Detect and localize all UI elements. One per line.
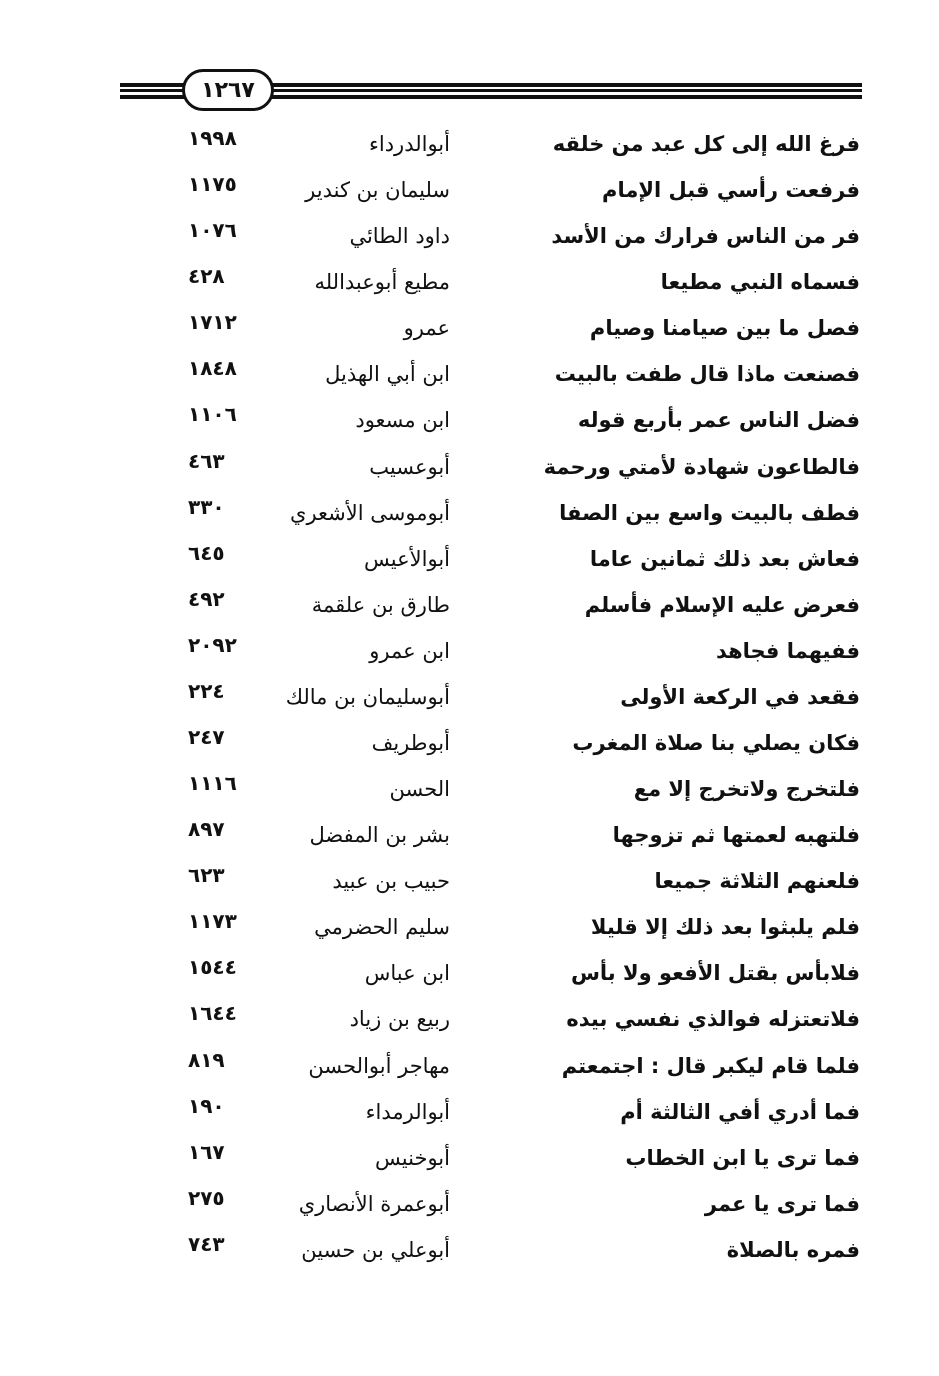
hadith-phrase: فما أدري أفي الثالثة أم bbox=[620, 1099, 860, 1124]
index-list bbox=[150, 122, 862, 1274]
index-row bbox=[150, 537, 862, 583]
index-row bbox=[150, 721, 862, 767]
hadith-number: ١٦٤٤ bbox=[188, 1001, 237, 1026]
hadith-number: ٧٤٣ bbox=[188, 1231, 225, 1256]
narrator-name: ربيع بن زياد bbox=[349, 1007, 450, 1032]
hadith-number: ٢٧٥ bbox=[188, 1185, 225, 1210]
narrator-name: أبوخنيس bbox=[375, 1145, 450, 1170]
hadith-number: ٢٢٤ bbox=[188, 678, 225, 703]
narrator-name: الحسن bbox=[389, 777, 450, 802]
narrator-name: مهاجر أبوالحسن bbox=[308, 1053, 450, 1078]
index-row bbox=[150, 168, 862, 214]
hadith-phrase: فرفعت رأسي قبل الإمام bbox=[602, 178, 860, 203]
hadith-number: ٤٩٢ bbox=[188, 586, 225, 611]
hadith-phrase: فقعد في الركعة الأولى bbox=[620, 684, 860, 709]
hadith-number: ٦٤٥ bbox=[188, 540, 225, 565]
hadith-phrase: فصنعت ماذا قال طفت بالبيت bbox=[554, 362, 860, 387]
hadith-phrase: فلابأس بقتل الأفعو ولا بأس bbox=[570, 961, 860, 986]
hadith-phrase: فرغ الله إلى كل عبد من خلقه bbox=[552, 132, 860, 156]
hadith-phrase: فسماه النبي مطيعا bbox=[660, 270, 860, 295]
hadith-number: ٢٠٩٢ bbox=[188, 632, 237, 657]
hadith-number: ٣٣٠ bbox=[188, 494, 225, 519]
narrator-name: أبوالأعيس bbox=[364, 546, 450, 571]
hadith-number: ٢٤٧ bbox=[188, 725, 225, 750]
narrator-name: ابن مسعود bbox=[355, 408, 450, 433]
index-row bbox=[150, 675, 862, 721]
hadith-number: ٨٩٧ bbox=[188, 817, 225, 842]
index-row bbox=[150, 1136, 862, 1182]
hadith-number: ١١٧٥ bbox=[188, 172, 237, 197]
hadith-phrase: فطف بالبيت واسع بين الصفا bbox=[559, 500, 860, 525]
hadith-phrase: فلم يلبثوا بعد ذلك إلا قليلا bbox=[590, 915, 860, 940]
narrator-name: ابن عباس bbox=[364, 961, 450, 986]
index-row bbox=[150, 1044, 862, 1090]
hadith-number: ٦٢٣ bbox=[188, 863, 225, 888]
index-row bbox=[150, 629, 862, 675]
narrator-name: داود الطائي bbox=[349, 224, 450, 249]
hadith-phrase: فما ترى يا ابن الخطاب bbox=[625, 1145, 860, 1170]
narrator-name: أبوموسى الأشعري bbox=[290, 500, 450, 525]
hadith-number: ١٧١٢ bbox=[188, 310, 237, 335]
narrator-name: سليمان بن كندير bbox=[305, 178, 450, 203]
hadith-phrase: فكان يصلي بنا صلاة المغرب bbox=[572, 731, 860, 756]
hadith-phrase: فلتخرج ولاتخرج إلا مع bbox=[633, 777, 860, 802]
hadith-phrase: فر من الناس فرارك من الأسد bbox=[551, 224, 860, 249]
index-row bbox=[150, 491, 862, 537]
index-row bbox=[150, 1090, 862, 1136]
narrator-name: ابن أبي الهذيل bbox=[325, 362, 450, 387]
narrator-name: أبوعلي بن حسين bbox=[301, 1237, 450, 1262]
page-number: ١٢٦٧ bbox=[182, 69, 274, 111]
hadith-number: ٤٦٣ bbox=[188, 448, 225, 473]
hadith-phrase: فلاتعتزله فوالذي نفسي بيده bbox=[566, 1007, 860, 1032]
narrator-name: سليم الحضرمي bbox=[314, 915, 450, 940]
index-row bbox=[150, 445, 862, 491]
hadith-phrase: فضل الناس عمر بأربع قوله bbox=[577, 408, 860, 433]
hadith-number: ١١١٦ bbox=[188, 771, 237, 796]
hadith-number: ١٥٤٤ bbox=[188, 955, 237, 980]
index-row bbox=[150, 767, 862, 813]
index-row bbox=[150, 398, 862, 444]
narrator-name: أبوالدرداء bbox=[369, 132, 450, 156]
narrator-name: أبوعمرة الأنصاري bbox=[298, 1191, 450, 1216]
index-row bbox=[150, 122, 862, 168]
hadith-phrase: فعرض عليه الإسلام فأسلم bbox=[584, 592, 860, 617]
narrator-name: بشر بن المفضل bbox=[309, 823, 450, 848]
index-row bbox=[150, 951, 862, 997]
hadith-number: ٨١٩ bbox=[188, 1047, 225, 1072]
hadith-phrase: فالطاعون شهادة لأمتي ورحمة bbox=[543, 454, 860, 479]
narrator-name: ابن عمرو bbox=[369, 638, 450, 663]
narrator-name: أبوطريف bbox=[371, 731, 450, 756]
hadith-phrase: ففيهما فجاهد bbox=[715, 638, 860, 663]
hadith-number: ١١٧٣ bbox=[188, 909, 237, 934]
index-row bbox=[150, 1182, 862, 1228]
narrator-name: أبوعسيب bbox=[369, 454, 450, 479]
hadith-number: ١٨٤٨ bbox=[188, 356, 237, 381]
hadith-number: ٤٢٨ bbox=[188, 264, 225, 289]
narrator-name: مطيع أبوعبدالله bbox=[314, 270, 450, 295]
index-row bbox=[150, 260, 862, 306]
hadith-phrase: فلتهبه لعمتها ثم تزوجها bbox=[612, 823, 860, 848]
narrator-name: حبيب بن عبيد bbox=[332, 869, 450, 894]
hadith-phrase: فلعنهم الثلاثة جميعا bbox=[654, 869, 860, 894]
index-row bbox=[150, 306, 862, 352]
hadith-phrase: فمره بالصلاة bbox=[726, 1237, 860, 1262]
narrator-name: أبوسليمان بن مالك bbox=[285, 684, 450, 709]
hadith-number: ١٩٩٨ bbox=[188, 126, 237, 150]
index-row bbox=[150, 214, 862, 260]
hadith-phrase: فما ترى يا عمر bbox=[704, 1191, 860, 1216]
hadith-phrase: فعاش بعد ذلك ثمانين عاما bbox=[589, 546, 860, 571]
index-row bbox=[150, 859, 862, 905]
hadith-number: ١٩٠ bbox=[188, 1093, 225, 1118]
hadith-phrase: فصل ما بين صيامنا وصيام bbox=[589, 316, 860, 341]
hadith-number: ١١٠٦ bbox=[188, 402, 237, 427]
index-row bbox=[150, 352, 862, 398]
index-row bbox=[150, 905, 862, 951]
index-row bbox=[150, 813, 862, 859]
index-row bbox=[150, 997, 862, 1043]
narrator-name: طارق بن علقمة bbox=[311, 592, 450, 617]
index-row bbox=[150, 1228, 862, 1274]
index-row bbox=[150, 583, 862, 629]
hadith-phrase: فلما قام ليكبر قال : اجتمعتم bbox=[561, 1053, 860, 1078]
hadith-number: ١٦٧ bbox=[188, 1139, 225, 1164]
narrator-name: أبوالرمداء bbox=[365, 1099, 450, 1124]
narrator-name: عمرو bbox=[403, 316, 450, 341]
hadith-number: ١٠٧٦ bbox=[188, 218, 237, 243]
